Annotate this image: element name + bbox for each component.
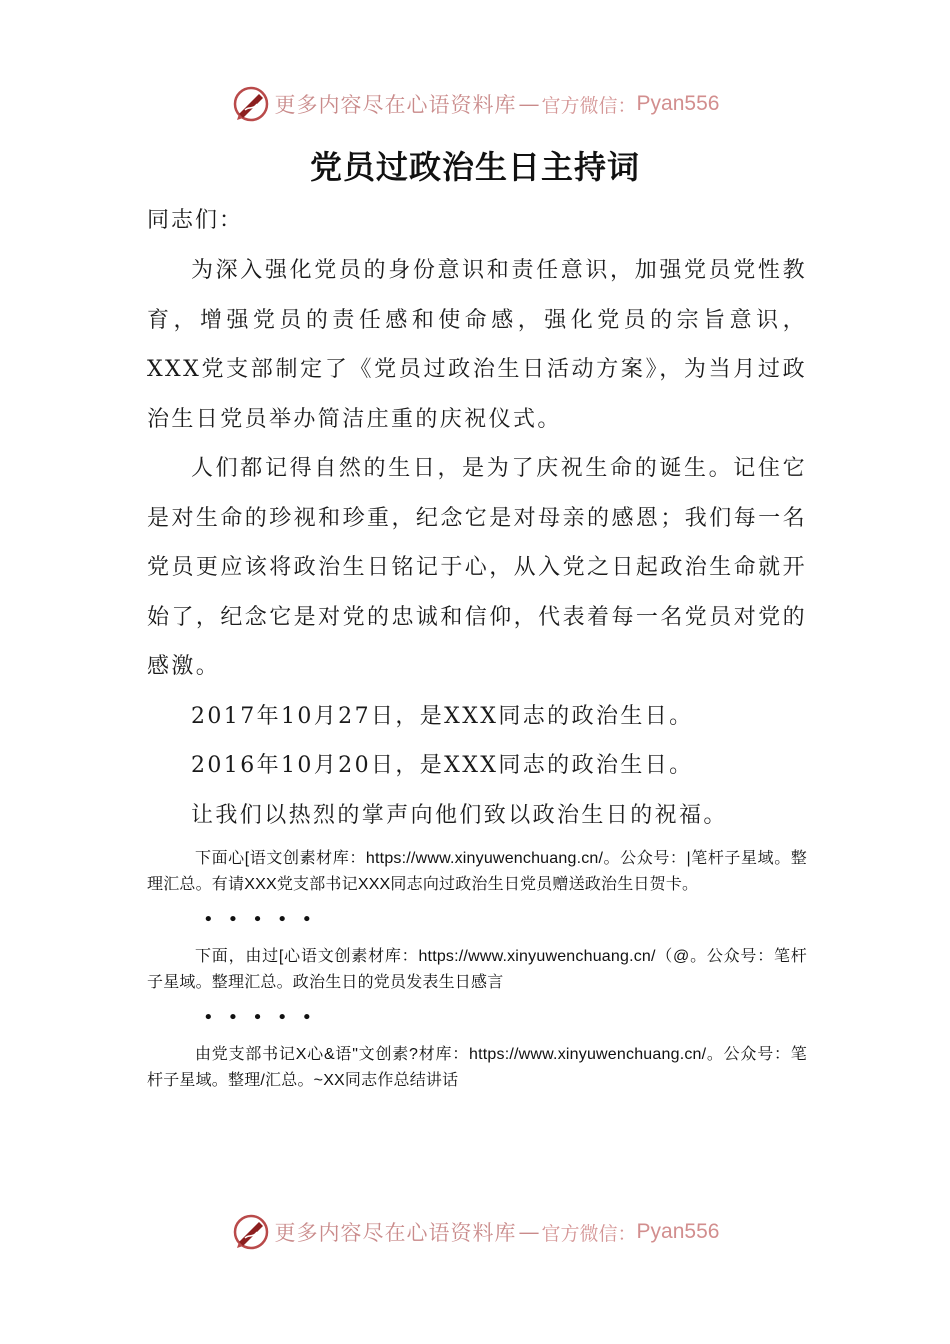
note-summary: 由党支部书记X心&语"文创素?材库：https://www.xinyuwenchuang.cn/。公众号：笔杆子星域。整理/汇总。~XX同志作总结讲话 bbox=[147, 1046, 807, 1089]
watermark-separator: — bbox=[518, 92, 540, 116]
watermark-banner-bottom bbox=[0, 1210, 950, 1254]
note-speech: 下面，由过[心语文创素材库：https://www.xinyuwenchuang.cn/（@。公众号：笔杆子星域。整理汇总。政治生日的党员发表生日感言 bbox=[147, 948, 807, 991]
paragraph-birthday-2: 2016年10月20日，是XXX同志的政治生日。 bbox=[191, 753, 694, 778]
paragraph-applause: 让我们以热烈的掌声向他们致以政治生日的祝福。 bbox=[191, 802, 728, 828]
watermark-wechat-id: Pyan556 bbox=[636, 92, 720, 115]
watermark-wechat-label: 官方微信： bbox=[541, 1222, 637, 1245]
pen-logo-icon bbox=[231, 1212, 271, 1252]
paragraph-intro: 为深入强化党员的身份意识和责任意识，加强党员党性教育，增强党员的责任感和使命感，强化党员的宗旨意识，XXX党支部制定了《党员过政治生日活动方案》，为当月过政治生日党员举办简洁庄重的庆祝仪式。 bbox=[147, 258, 807, 432]
document-body bbox=[147, 196, 807, 1094]
pen-logo-icon bbox=[231, 84, 271, 124]
paragraph-birthday-1: 2017年10月27日，是XXX同志的政治生日。 bbox=[191, 703, 694, 729]
watermark-text: 更多内容尽在心语资料库 bbox=[274, 93, 517, 117]
separator-dots: ••••• bbox=[203, 1007, 327, 1028]
watermark-banner-top bbox=[0, 82, 950, 126]
watermark-separator: — bbox=[518, 1220, 540, 1244]
separator-dots: ••••• bbox=[203, 909, 327, 930]
watermark-wechat-id: Pyan556 bbox=[636, 1220, 720, 1243]
watermark-text: 更多内容尽在心语资料库 bbox=[274, 1221, 517, 1245]
note-greeting-card: 下面心[语文创素材库：https://www.xinyuwenchuang.cn/。公众号：|笔杆子星域。整理汇总。有请XXX党支部书记XXX同志向过政治生日党员赠送政治生日贺卡。 bbox=[147, 850, 807, 893]
salutation: 同志们： bbox=[147, 208, 244, 233]
watermark-wechat-label: 官方微信： bbox=[541, 94, 637, 117]
document-title: 党员过政治生日主持词 bbox=[309, 148, 640, 186]
paragraph-meaning: 人们都记得自然的生日，是为了庆祝生命的诞生。记住它是对生命的珍视和珍重，纪念它是对母亲的感恩；我们每一名党员更应该将政治生日铭记于心，从入党之日起政治生命就开始了，纪念它是对党的忠诚和信仰，代表着每一名党员对党的感激。 bbox=[147, 456, 807, 679]
